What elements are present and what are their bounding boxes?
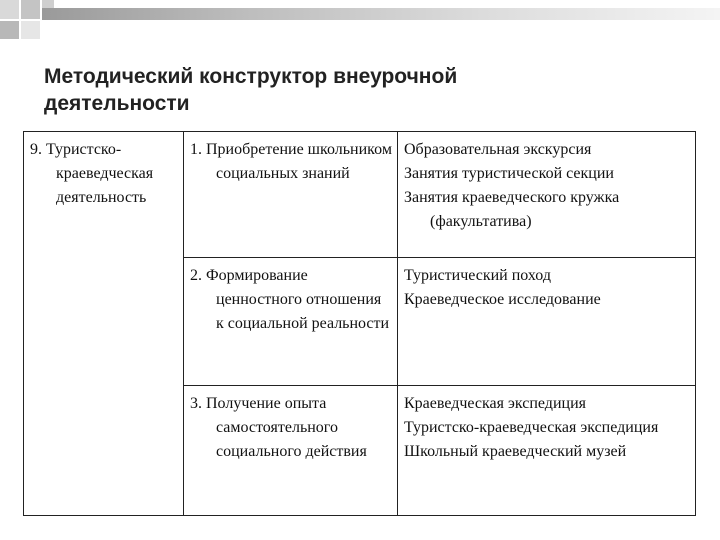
constructor-table: [23, 131, 696, 516]
forms-cell: [398, 258, 696, 386]
decor-square: [0, 0, 19, 19]
forms-cell: [398, 386, 696, 516]
header-gradient-bar: [42, 8, 720, 20]
decor-square: [21, 21, 40, 39]
form-item: Образовательная экскурсия: [404, 141, 592, 158]
form-item: Занятия туристической секции: [404, 165, 614, 182]
forms-cell: [398, 132, 696, 258]
title-line-2: деятельности: [44, 92, 190, 115]
slide-title: [44, 63, 604, 117]
form-item: Школьный краеведческий музей: [404, 443, 627, 460]
table-row: [24, 132, 696, 258]
activity-cell: [24, 132, 184, 516]
result-level: 1. Приобретение школьником социальных знаний: [190, 141, 392, 182]
form-item: Туристско-краеведческая экспедиция: [404, 419, 659, 436]
result-level-cell: [184, 258, 398, 386]
result-level: 2. Формирование ценностного отношения к социальной реальности: [190, 267, 390, 332]
form-item: Туристический поход: [404, 267, 551, 284]
form-item: Занятия краеведческого кружка (факультатива): [404, 189, 620, 230]
form-item: Краеведческая экспедиция: [404, 395, 586, 412]
result-level-cell: [184, 132, 398, 258]
result-level: 3. Получение опыта самостоятельного социального действия: [190, 395, 367, 460]
decor-square: [0, 21, 19, 39]
decor-square: [21, 0, 40, 19]
title-line-1: Методический конструктор внеурочной: [44, 65, 458, 88]
form-item: Краеведческое исследование: [404, 291, 601, 308]
activity-name: 9. Туристско-краеведческая деятельность: [30, 141, 154, 206]
result-level-cell: [184, 386, 398, 516]
